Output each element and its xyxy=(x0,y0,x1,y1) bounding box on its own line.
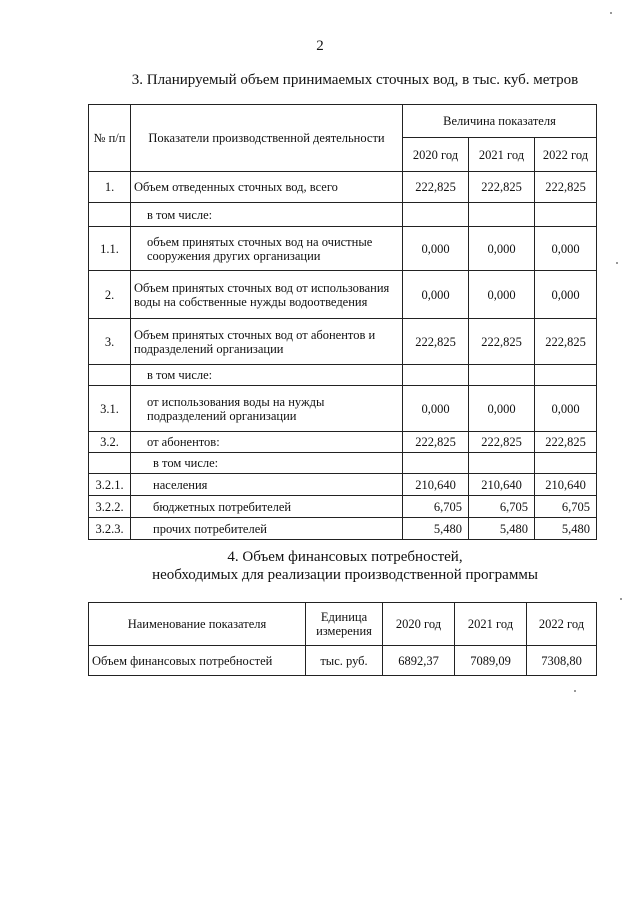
row-value: 0,000 xyxy=(469,227,535,271)
row-num xyxy=(89,203,131,227)
row-label: Объем финансовых потребностей xyxy=(89,646,306,676)
table-row xyxy=(89,474,597,496)
row-label: бюджетных потребителей xyxy=(131,496,403,518)
row-value: 6,705 xyxy=(469,496,535,518)
row-label: прочих потребителей xyxy=(131,518,403,540)
header-year: 2021 год xyxy=(455,603,527,646)
row-value: 0,000 xyxy=(403,386,469,432)
row-value: 222,825 xyxy=(469,319,535,365)
scan-speck xyxy=(620,598,622,600)
row-value xyxy=(469,203,535,227)
section4-title-line1: 4. Объем финансовых потребностей, xyxy=(227,549,463,565)
table-row xyxy=(89,646,597,676)
section3-title: 3. Планируемый объем принимаемых сточных вод, в тыс. куб. метров xyxy=(131,72,579,88)
row-num: 2. xyxy=(89,271,131,319)
row-value xyxy=(535,453,597,474)
header-indicator: Показатели производственной деятельности xyxy=(131,105,403,172)
row-value: 222,825 xyxy=(535,319,597,365)
row-value: 222,825 xyxy=(403,319,469,365)
page-number: 2 xyxy=(316,38,324,54)
scan-speck xyxy=(610,12,612,14)
row-num: 3.2.2. xyxy=(89,496,131,518)
row-value: 6892,37 xyxy=(383,646,455,676)
header-year: 2021 год xyxy=(469,138,535,172)
row-value: 0,000 xyxy=(403,271,469,319)
section4-title xyxy=(90,548,600,584)
row-value: 222,825 xyxy=(469,172,535,203)
row-label: в том числе: xyxy=(131,453,403,474)
row-value xyxy=(535,365,597,386)
row-num: 3. xyxy=(89,319,131,365)
row-label: от абонентов: xyxy=(131,432,403,453)
table-row xyxy=(89,432,597,453)
row-label: населения xyxy=(131,474,403,496)
row-value: 0,000 xyxy=(469,271,535,319)
row-value: 0,000 xyxy=(469,386,535,432)
table-row xyxy=(89,319,597,365)
row-value xyxy=(403,203,469,227)
row-value: 222,825 xyxy=(469,432,535,453)
table-row xyxy=(89,227,597,271)
row-value: 222,825 xyxy=(535,172,597,203)
row-value: 0,000 xyxy=(535,271,597,319)
row-value: 210,640 xyxy=(403,474,469,496)
row-value: 222,825 xyxy=(403,172,469,203)
row-value: 6,705 xyxy=(403,496,469,518)
finance-table xyxy=(88,602,597,676)
row-value: 0,000 xyxy=(535,227,597,271)
row-value: 7308,80 xyxy=(527,646,597,676)
section4-title-line2: необходимых для реализации производственной программы xyxy=(152,567,538,583)
header-year: 2022 год xyxy=(527,603,597,646)
row-label: в том числе: xyxy=(131,203,403,227)
wastewater-table xyxy=(88,104,597,540)
row-value: 0,000 xyxy=(535,386,597,432)
table-row xyxy=(89,172,597,203)
row-value xyxy=(403,453,469,474)
row-value xyxy=(535,203,597,227)
row-value xyxy=(469,365,535,386)
row-value: 222,825 xyxy=(403,432,469,453)
row-label: объем принятых сточных вод на очистные сооружения других организации xyxy=(131,227,403,271)
table-row xyxy=(89,386,597,432)
row-label: от использования воды на нужды подразделений организации xyxy=(131,386,403,432)
row-num: 1.1. xyxy=(89,227,131,271)
row-value: 222,825 xyxy=(535,432,597,453)
row-label: в том числе: xyxy=(131,365,403,386)
row-value: 6,705 xyxy=(535,496,597,518)
row-num xyxy=(89,365,131,386)
row-value xyxy=(403,365,469,386)
header-num: № п/п xyxy=(89,105,131,172)
row-label: Объем принятых сточных вод от использования воды на собственные нужды водоотведения xyxy=(131,271,403,319)
row-value: 210,640 xyxy=(535,474,597,496)
row-num: 1. xyxy=(89,172,131,203)
row-num: 3.2.3. xyxy=(89,518,131,540)
row-num: 3.2. xyxy=(89,432,131,453)
table-row xyxy=(89,496,597,518)
table-row xyxy=(89,365,597,386)
header-year: 2022 год xyxy=(535,138,597,172)
header-year: 2020 год xyxy=(403,138,469,172)
scan-speck xyxy=(616,262,618,264)
row-value: 5,480 xyxy=(469,518,535,540)
row-value: 210,640 xyxy=(469,474,535,496)
row-label: Объем принятых сточных вод от абонентов и подразделений организации xyxy=(131,319,403,365)
header-value: Величина показателя xyxy=(403,105,597,138)
row-label: Объем отведенных сточных вод, всего xyxy=(131,172,403,203)
header-year: 2020 год xyxy=(383,603,455,646)
row-value: 5,480 xyxy=(403,518,469,540)
row-num: 3.1. xyxy=(89,386,131,432)
table-row xyxy=(89,453,597,474)
scan-speck xyxy=(574,690,576,692)
header-unit: Единица измерения xyxy=(306,603,383,646)
row-value xyxy=(469,453,535,474)
row-num xyxy=(89,453,131,474)
row-unit: тыс. руб. xyxy=(306,646,383,676)
row-value: 7089,09 xyxy=(455,646,527,676)
table-row xyxy=(89,518,597,540)
row-value: 0,000 xyxy=(403,227,469,271)
row-value: 5,480 xyxy=(535,518,597,540)
header-name: Наименование показателя xyxy=(89,603,306,646)
table-row xyxy=(89,203,597,227)
table-row xyxy=(89,271,597,319)
row-num: 3.2.1. xyxy=(89,474,131,496)
